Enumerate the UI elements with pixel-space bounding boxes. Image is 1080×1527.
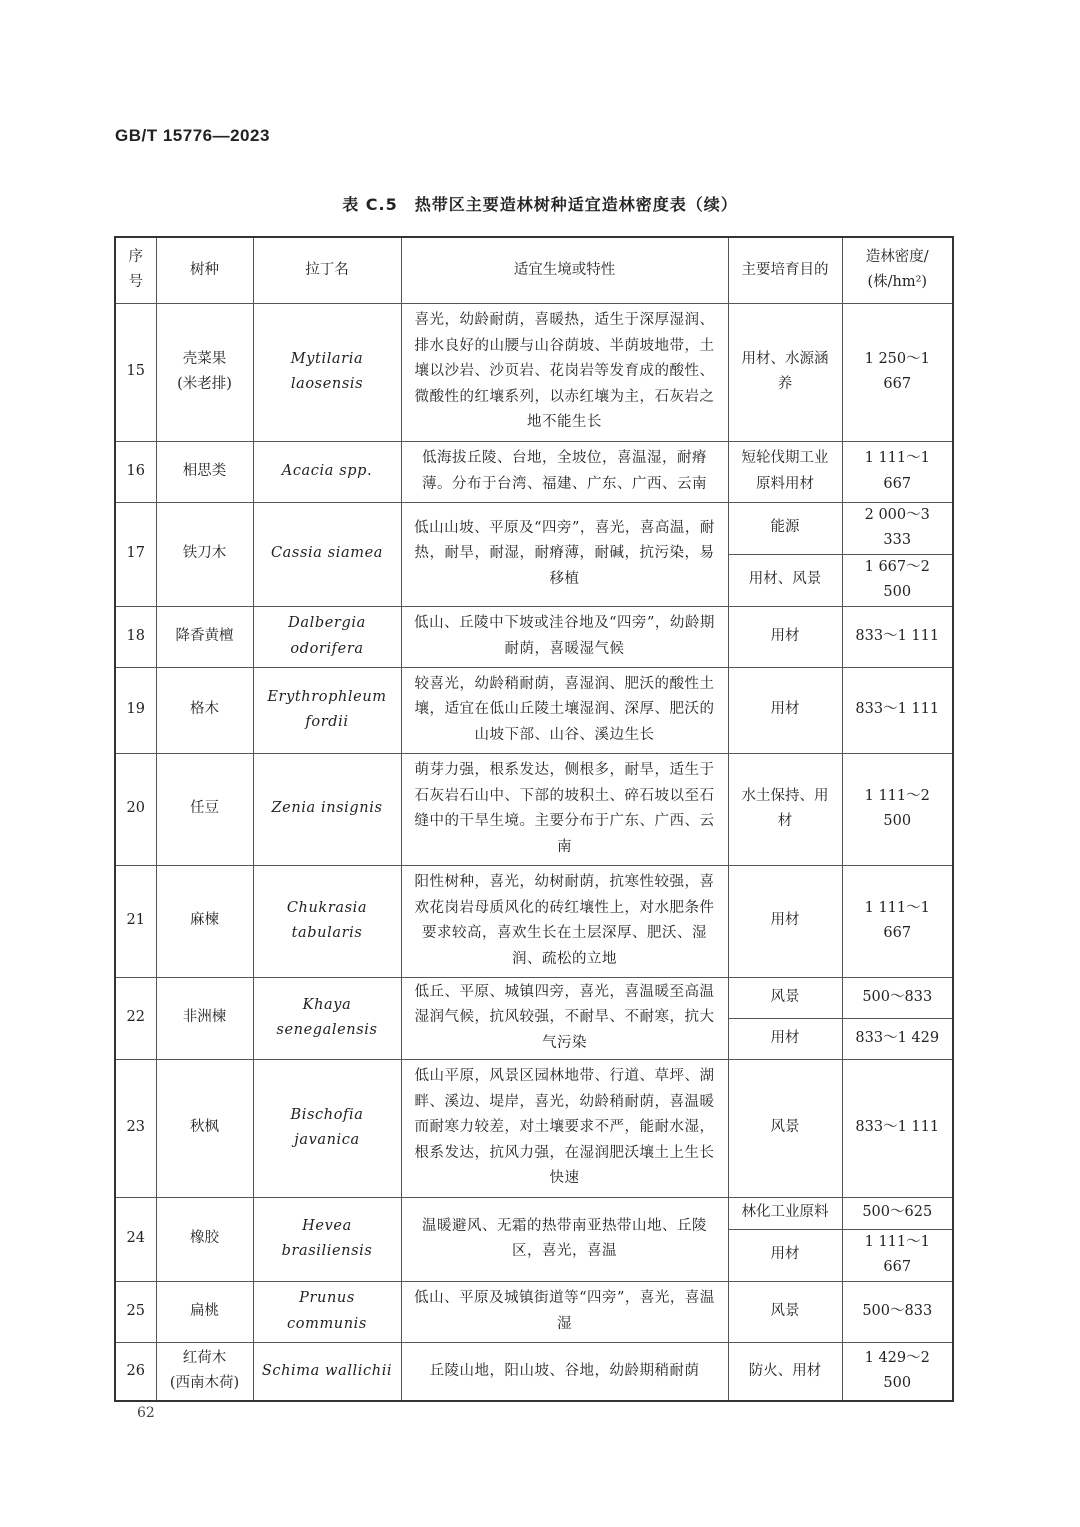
density: 500～833 — [842, 1281, 953, 1342]
table-row — [115, 1281, 953, 1342]
species-name: 铁刀木 — [156, 502, 253, 606]
latin-line: Khaya — [302, 996, 352, 1013]
latin-name: Cassia siamea — [253, 502, 401, 606]
density: 833～1 111 — [842, 606, 953, 667]
latin-line: odorifera — [290, 640, 364, 657]
row-no: 15 — [115, 303, 156, 441]
habitat-text: 低海拔丘陵、台地，全坡位，喜温湿，耐瘠薄。分布于台湾、福建、广东、广西、云南 — [401, 441, 728, 502]
col-header-habitat: 适宜生境或特性 — [401, 237, 728, 303]
purpose: 林化工业原料 — [728, 1197, 842, 1229]
density-table — [114, 236, 954, 1402]
latin-name: Acacia spp. — [253, 441, 401, 502]
density: 2 000～3 333 — [842, 502, 953, 554]
purpose: 用材 — [728, 1018, 842, 1059]
purpose: 风景 — [728, 1059, 842, 1197]
habitat-text: 低山、平原及城镇街道等“四旁”，喜光，喜温湿 — [401, 1281, 728, 1342]
habitat-text: 萌芽力强，根系发达，侧根多，耐旱，适生于石灰岩石山中、下部的坡积土、碎石坡以至石缝中的干旱生境。主要分布于广东、广西、云南 — [401, 753, 728, 865]
purpose: 能源 — [728, 502, 842, 554]
density: 1 667～2 500 — [842, 554, 953, 606]
latin-line: tabularis — [291, 925, 363, 941]
col-header-density-line1: 造林密度/ — [865, 249, 929, 266]
table-row — [115, 865, 953, 977]
col-header-latin: 拉丁名 — [253, 237, 401, 303]
table-row — [115, 753, 953, 865]
row-no: 18 — [115, 606, 156, 667]
species-name — [156, 1342, 253, 1401]
col-header-purpose: 主要培育目的 — [728, 237, 842, 303]
row-no: 22 — [115, 977, 156, 1059]
purpose: 用材 — [728, 865, 842, 977]
latin-line: Erythrophleum — [267, 688, 387, 705]
row-no: 19 — [115, 667, 156, 753]
purpose: 水土保持、用材 — [728, 753, 842, 865]
row-no: 21 — [115, 865, 156, 977]
row-no: 16 — [115, 441, 156, 502]
species-name: 相思类 — [156, 441, 253, 502]
density: 1 111～1 667 — [842, 1229, 953, 1281]
density: 1 111～2 500 — [842, 753, 953, 865]
habitat-text: 喜光，幼龄耐荫，喜暖热，适生于深厚湿润、排水良好的山腰与山谷荫坡、半荫坡地带，土壤以沙岩、沙页岩、花岗岩等发育成的酸性、微酸性的红壤系列，以赤红壤为主，石灰岩之地不能生长 — [401, 303, 728, 441]
latin-name: Prunus communis — [253, 1281, 401, 1342]
latin-name: Zenia insignis — [253, 753, 401, 865]
latin-line: Chukrasia — [286, 899, 368, 916]
table-row — [115, 502, 953, 554]
habitat-text: 低山平原，风景区园林地带、行道、草坪、湖畔、溪边、堤岸，喜光，幼龄稍耐荫，喜温暖而耐寒力较差，对土壤要求不严，能耐水湿，根系发达，抗风力强，在湿润肥沃壤土上生长快速 — [401, 1059, 728, 1197]
table-row — [115, 303, 953, 441]
habitat-text: 阳性树种，喜光，幼树耐荫，抗寒性较强，喜欢花岗岩母质风化的砖红壤性上，对水肥条件要求较高，喜欢生长在土层深厚、肥沃、湿润、疏松的立地 — [401, 865, 728, 977]
purpose: 用材 — [728, 1229, 842, 1281]
density: 833～1 429 — [842, 1018, 953, 1059]
species-line: 红荷木 — [182, 1349, 227, 1366]
latin-name — [253, 977, 401, 1059]
latin-name — [253, 606, 401, 667]
col-header-species: 树种 — [156, 237, 253, 303]
row-no: 17 — [115, 502, 156, 606]
species-name: 格木 — [156, 667, 253, 753]
species-name: 任豆 — [156, 753, 253, 865]
table-row — [115, 1059, 953, 1197]
density: 1 250～1 667 — [842, 303, 953, 441]
species-alias: (米老排) — [177, 376, 232, 392]
table-row — [115, 606, 953, 667]
species-name: 降香黄檀 — [156, 606, 253, 667]
latin-name — [253, 303, 401, 441]
species-alias: (西南木荷) — [169, 1375, 240, 1392]
habitat-text: 低丘、平原、城镇四旁，喜光，喜温暖至高温湿润气候，抗风较强，不耐旱、不耐寒，抗大气污染 — [401, 977, 728, 1059]
latin-line: Bischofia — [290, 1106, 364, 1123]
latin-line: Mytilaria — [290, 350, 364, 367]
latin-name — [253, 667, 401, 753]
col-header-density-line2: (株/hm²) — [867, 274, 928, 291]
density: 833～1 111 — [842, 1059, 953, 1197]
row-no: 24 — [115, 1197, 156, 1281]
species-line: 壳菜果 — [182, 350, 227, 367]
header-row — [115, 237, 953, 303]
species-name — [156, 303, 253, 441]
purpose: 风景 — [728, 977, 842, 1018]
latin-name — [253, 865, 401, 977]
habitat-text: 温暖避风、无霜的热带南亚热带山地、丘陵区，喜光，喜温 — [401, 1197, 728, 1281]
habitat-text: 低山、丘陵中下坡或洼谷地及“四旁”，幼龄期耐荫，喜暖湿气候 — [401, 606, 728, 667]
purpose: 风景 — [728, 1281, 842, 1342]
species-name: 麻楝 — [156, 865, 253, 977]
table-row — [115, 1197, 953, 1229]
habitat-text: 低山山坡、平原及“四旁”，喜光，喜高温，耐热，耐旱，耐湿，耐瘠薄，耐碱，抗污染，易移植 — [401, 502, 728, 606]
row-no: 20 — [115, 753, 156, 865]
purpose: 短轮伐期工业原料用材 — [728, 441, 842, 502]
species-name: 扁桃 — [156, 1281, 253, 1342]
latin-line: senegalensis — [276, 1022, 378, 1038]
page-number: 62 — [137, 1405, 155, 1421]
species-name: 秋枫 — [156, 1059, 253, 1197]
density: 1 111～1 667 — [842, 441, 953, 502]
density: 500～625 — [842, 1197, 953, 1229]
table-row — [115, 667, 953, 753]
table-row — [115, 1342, 953, 1401]
species-name: 非洲楝 — [156, 977, 253, 1059]
species-name: 橡胶 — [156, 1197, 253, 1281]
table-row — [115, 977, 953, 1018]
density: 1 429～2 500 — [842, 1342, 953, 1401]
purpose: 防火、用材 — [728, 1342, 842, 1401]
density: 500～833 — [842, 977, 953, 1018]
latin-line: javanica — [294, 1132, 360, 1148]
table-title: 表 C.5 热带区主要造林树种适宜造林密度表（续） — [342, 195, 738, 214]
standard-code: GB/T 15776—2023 — [115, 126, 270, 145]
latin-line: laosensis — [290, 376, 364, 392]
col-header-no: 序号 — [115, 237, 156, 303]
purpose: 用材、水源涵养 — [728, 303, 842, 441]
latin-line: fordii — [305, 714, 349, 730]
latin-line: Dalbergia — [288, 615, 366, 631]
habitat-text: 丘陵山地，阳山坡、谷地，幼龄期稍耐荫 — [401, 1342, 728, 1401]
row-no: 23 — [115, 1059, 156, 1197]
density: 1 111～1 667 — [842, 865, 953, 977]
habitat-text: 较喜光，幼龄稍耐荫，喜湿润、肥沃的酸性土壤，适宜在低山丘陵土壤湿润、深厚、肥沃的山坡下部、山谷、溪边生长 — [401, 667, 728, 753]
purpose: 用材、风景 — [728, 554, 842, 606]
col-header-density — [842, 237, 953, 303]
row-no: 26 — [115, 1342, 156, 1401]
row-no: 25 — [115, 1281, 156, 1342]
purpose: 用材 — [728, 606, 842, 667]
table-row — [115, 441, 953, 502]
latin-name: Schima wallichii — [253, 1342, 401, 1401]
latin-name: Hevea brasiliensis — [253, 1197, 401, 1281]
latin-name — [253, 1059, 401, 1197]
density: 833～1 111 — [842, 667, 953, 753]
purpose: 用材 — [728, 667, 842, 753]
